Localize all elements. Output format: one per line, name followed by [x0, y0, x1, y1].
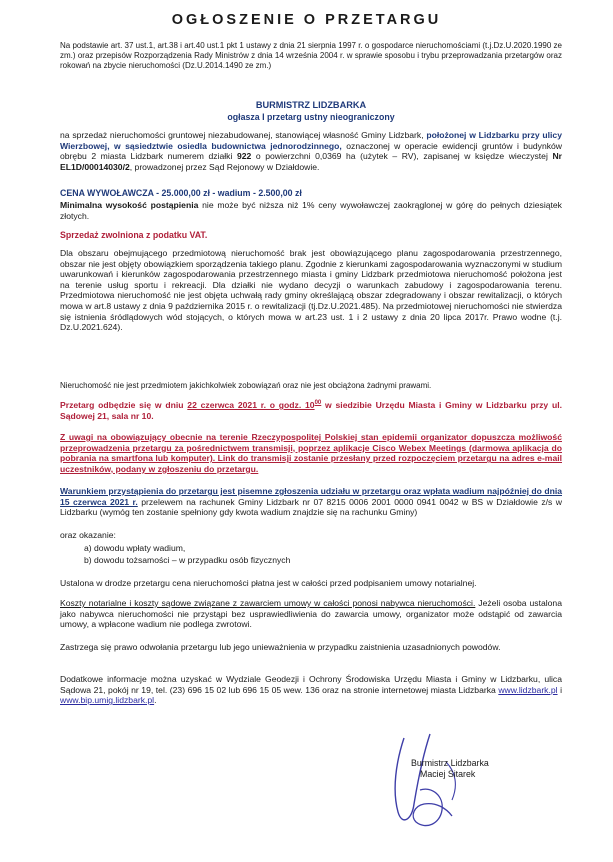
conditions-item-a: a) dowodu wpłaty wadium, [84, 543, 186, 553]
conditions-text-2: w BS w Działdowie z/s w Lidzbarku (wymóg ten zostanie spełniony gdy kwota wadium znajdzie się na rachunku Gminy) [60, 496, 562, 518]
payment-note: Ustalona w drodze przetargu cena nieruchomości płatna jest w całości przed podpisaniem umowy notarialnej. [60, 578, 477, 588]
property-text-3: o powierzchni 0,0369 ha (użytek – RV), zapisanej w księdze wieczystej [251, 151, 553, 162]
planning-text: Dla obszaru obejmującego przedmiotową nieruchomość brak jest obowiązującego planu zagospodarowania przestrzennego, obszar nie jest objęty obowiązkiem sporządzenia takiego planu. Zgodnie z kierunkami zagospodarowania wyznaczonymi w studium uwarunkowań i kierunków zagospodarowania przestrzennego miasta i gminy Lidzbark przedmiotowa nieruchomość położona jest na terenie usług sportu i rekreacji. Dla działki nie wydano decyzji o warunkach zabudowy i zagospodarowania terenu. Przedmiotowa nieruchomość nie jest objęta uchwałą rady gminy określającą obszar zdegradowany i obszar rewitalizacji, o których mowa w art.8 ustawy z dnia 9 października 2015 r. o rewitalizacji (tj.Dz.U.2021.485). Na przedmiotowej nieruchomości nie stwierdza się istnienia śródlądowych wód stojących, o których mowa w art.23 ust. 1 i 2 ustawy z dnia 20 lipca 2017r. Prawo wodne (t.j. Dz.U.2021.624). [60, 248, 562, 333]
min-bid-label: Minimalna wysokość postąpienia [60, 200, 199, 210]
land-register: Nr EL1D/00014030/2 [60, 151, 562, 172]
show-label: oraz okazanie: [60, 530, 116, 540]
price-line: CENA WYWOŁAWCZA - 25.000,00 zł - wadium - 2.500,00 zł [60, 188, 302, 198]
conditions-text-1: przelewem na rachunek Gminy Lidzbark nr [137, 496, 314, 507]
plot-number: 922 [236, 151, 252, 162]
conditions-item-b: b) dowodu tożsamości – w przypadku osób fizycznych [84, 555, 291, 565]
costs-underlined: Koszty notarialne i koszty sądowe związane z zawarciem umowy w całości ponosi nabywca nieruchomości. [60, 598, 476, 608]
link-bip[interactable]: www.bip.umig.lidzbark.pl [60, 695, 155, 706]
document-title: OGŁOSZENIE O PRZETARGU [171, 12, 442, 28]
reservation-note: Zastrzega się prawo odwołania przetargu lub jego unieważnienia w przypadku zaistnienia uzasadnionych powodów. [60, 642, 501, 652]
account-number: 07 8215 0006 2001 0000 0941 0042 [313, 496, 459, 507]
property-text-4: , prowadzonej przez Sąd Rejonowy w Działdowie. [129, 161, 320, 172]
tender-type: ogłasza I przetarg ustny nieograniczony [227, 112, 395, 122]
costs-text: Jeżeli osoba ustalona jako nabywca nieruchomości nie przystąpi bez usprawiedliwienia do zawarcia umowy, organizator może odstąpić od zawarcia umowy, a wpłacone wadium nie podlega zwrotowi. [60, 598, 562, 630]
price-label: CENA WYWOŁAWCZA [60, 188, 154, 198]
signature-block [411, 758, 489, 780]
signature-name: Maciej Sitarek [420, 769, 476, 779]
encumbrance-note: Nieruchomość nie jest przedmiotem jakichkolwiek zobowiązań oraz nie jest obciążona żadnymi prawami. [60, 381, 432, 390]
info-between: i [557, 684, 563, 695]
price-value: 25.000,00 zł [161, 188, 210, 198]
tender-date-sup: 00 [314, 400, 322, 407]
epidemic-note: Z uwagi na obowiązujący obecnie na terenie Rzeczypospolitej Polskiej stan epidemii organizator dopuszcza możliwość przeprowadzenia przetargu za pośrednictwem transmisji, poprzez aplikacje Cisco Webex Meetings (darmowa aplikacja do pobrania na smartfona lub komputer). Link do transmisji zostanie przesłany przed rozpoczęciem przetargu na adres e-mail uczestników, podany w zgłoszeniu do przetargu. [60, 432, 562, 474]
signature-role: Burmistrz Lidzbarka [411, 758, 489, 768]
min-bid-text: nie może być niższa niż 1% ceny wywoławczej zaokrąglonej w górę do pełnych dziesiątek złotych. [60, 200, 562, 221]
tender-date-a: Przetarg odbędzie się w dniu [60, 400, 188, 410]
deposit-label: wadium [217, 188, 251, 198]
tender-date-b: w siedzibie Urzędu Miasta i Gminy w Lidzbarku przy ul. Sądowej 21, sala nr 10. [60, 400, 563, 421]
vat-note: Sprzedaż zwolniona z podatku VAT. [60, 230, 208, 240]
authority: BURMISTRZ LIDZBARKA [255, 100, 367, 110]
property-text-1: na sprzedaż nieruchomości gruntowej niezabudowanej, stanowiącej własność Gminy Lidzbark, [60, 130, 427, 140]
info-end: . [154, 695, 157, 706]
tender-date-value: 22 czerwca 2021 r. o godz. 10 [187, 400, 315, 410]
link-lidzbark[interactable]: www.lidzbark.pl [498, 684, 558, 695]
info-text: Dodatkowe informacje można uzyskać w Wydziale Geodezji i Ochrony Środowiska Urzędu Miasta i Gminy w Lidzbarku, ulica Sądowa 21, pokój nr 19, tel. (23) 696 15 02 lub 696 15 05 wew. 136 oraz na stronie internetowej miasta Lidzbarka [60, 674, 562, 695]
property-text-2: oznaczonej w operacie ewidencji gruntów i budynków obrębu 2 miasta Lidzbark numerem działki [60, 140, 562, 162]
conditions-bold: Warunkiem przystąpienia do przetargu jest pisemne zgłoszenia udziału w przetargu oraz wpłata wadium najpóźniej do dnia 15 czerwca 2021 r. [60, 486, 562, 507]
property-location: położonej w Lidzbarku przy ulicy Wierzbowej, w sąsiedztwie osiedla budownictwa jednorodzinnego, [60, 130, 562, 151]
legal-basis: Na podstawie art. 37 ust.1, art.38 i art.40 ust.1 pkt 1 ustawy z dnia 21 sierpnia 1997 r. o gospodarce nieruchomościami (t.j.Dz.U.2020.1990 ze zm.) oraz przepisów Rozporządzenia Rady Ministrów z dnia 14 września 2004 r. w sprawie sposobu i trybu przeprowadzania przetargów oraz rokowań na zbycie nieruchomości (Dz.U.2014.1490 ze zm.) [60, 41, 562, 70]
deposit-value: 2.500,00 zł [258, 188, 302, 198]
